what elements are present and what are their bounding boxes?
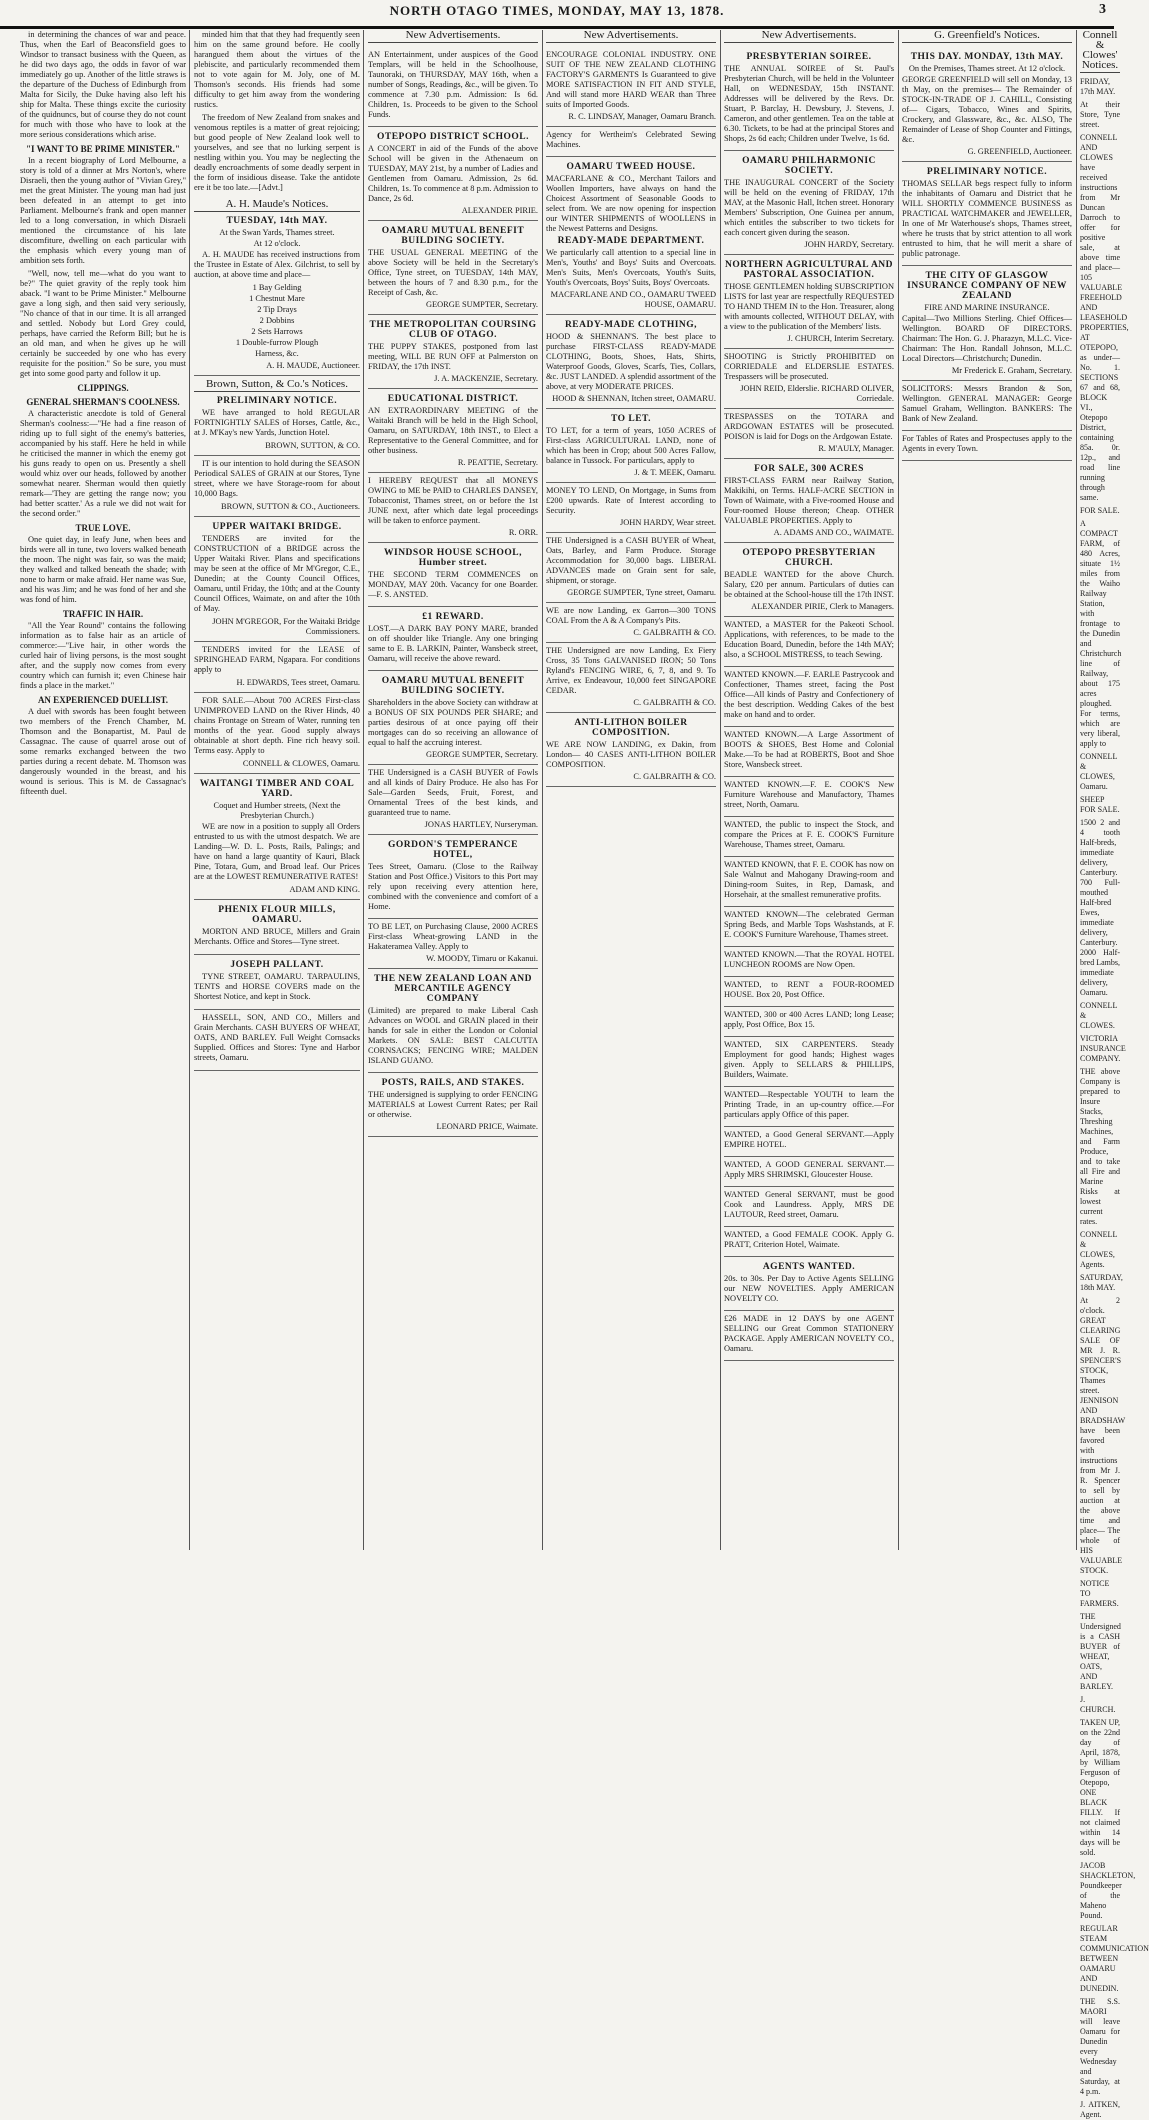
article-paragraph: The freedom of New Zealand from snakes and venomous reptiles is a matter of great rejoicing; but good people of New Zealand look well to yourselves, and see that no lurking serpent is nestling within you. You may be neglecting the deadly encroachments of some deadly serpent in the form of insidious disease. Take the antidote ere it be too late.—[Advt.]: [194, 113, 360, 192]
ad-text: (Limited) are prepared to make Liberal Cash Advances on WOOL and GRAIN placed in their hands for sale in either the London or Colonial Markets. ON SALE: BEST CALCUTTA CORNSACKS; FENCING WIRE; MALDEN ISLAND GUANO.: [368, 1006, 538, 1065]
ad-heading: REGULAR STEAM COMMUNICATION BETWEEN OAMARU AND DUNEDIN.: [1080, 1924, 1149, 1993]
ad-text: WE are now in a position to supply all Orders entrusted to us with the utmost despatch. We are Landing—W. D. L. Posts, Rails, Palings; and have on hand a large quantity of Kauri, Black Pine, Totara, Gum, and Broad leaf. Our Prices are at the LOWEST REMUNERATIVE RATES!: [194, 822, 360, 881]
advertisement: [546, 483, 716, 533]
advertisement: [546, 409, 716, 483]
article-paragraph: A duel with swords has been fought between two members of the French Chamber, M. Thomson and the Bonapartist, M. Paul de Cassagnac. The cause of quarrel arose out of some remarks exchanged between the two parties during a recent debate. M. Thomson was dangerously wounded in the breast, and his wound is serious. This is M. de Cassagnac's fifteenth duel.: [20, 707, 186, 796]
advertisement: [724, 1087, 894, 1127]
ad-text: THOMAS SELLAR begs respect fully to inform the inhabitants of Oamaru and District that he WILL SHORTLY COMMENCE BUSINESS as PRACTICAL WATCHMAKER and JEWELLER, In one of Mr Waterhouse's shops, Thames street, where he trusts that by strict attention to all work entrusted to him, that he will merit a share of public patronage.: [902, 179, 1072, 258]
ad-section-heading: A. H. Maude's Notices.: [194, 199, 360, 212]
ad-heading: THE CITY OF GLASGOW INSURANCE COMPANY OF NEW ZEALAND: [907, 271, 1067, 301]
ad-text: WANTED, a MASTER for the Pakeoti School. Applications, with references, to be made to the Education Board, Dunedin, before the 14th MAY; also, a SCHOOL MISTRESS, to teach Sewing.: [724, 620, 894, 659]
ad-signature: Mr Frederick E. Graham, Secretary.: [951, 366, 1072, 375]
article-heading: TRAFFIC IN HAIR.: [62, 609, 144, 619]
advertisement: [194, 955, 360, 1010]
advertisement: [368, 765, 538, 835]
ad-signature: JONAS HARTLEY, Nurseryman.: [424, 820, 538, 829]
ad-signature: R. PEATTIE, Secretary.: [457, 458, 538, 467]
ad-signature: J. CHURCH.: [1080, 1695, 1116, 1714]
advertisement: [724, 857, 894, 907]
ad-date: TUESDAY, 14th MAY.: [226, 216, 328, 226]
ad-heading: EDUCATIONAL DISTRICT.: [387, 394, 519, 404]
ad-text: HASSELL, SON, AND CO., Millers and Grain Merchants. CASH BUYERS OF WHEAT, OATS, AND BARLEY. Full Weight Cornsacks Supplied. Offices and Stores: Tyne and Harbor streets, Oamaru.: [194, 1013, 360, 1062]
advertisement: [902, 162, 1072, 266]
column-heading: Connell & Clowes' Notices.: [1081, 29, 1119, 71]
advertisement: [724, 349, 894, 409]
ad-text: THE Undersigned is a CASH BUYER of WHEAT, OATS, AND BARLEY.: [1080, 1612, 1121, 1691]
column-2: [194, 30, 360, 1550]
advertisement: [368, 671, 538, 765]
ad-heading: WAITANGI TIMBER AND COAL YARD.: [199, 779, 355, 799]
advertisement: [194, 693, 360, 774]
ad-signature: GEORGE SUMPTER, Tyne street, Oamaru.: [567, 588, 716, 597]
advertisement: [194, 774, 360, 900]
ad-signature: J. A. MACKENZIE, Secretary.: [434, 374, 538, 383]
advertisement: [194, 456, 360, 517]
column-rule: [898, 30, 899, 1550]
ad-item: 2 Sets Harrows: [251, 327, 303, 336]
advertisement: [368, 47, 538, 127]
ad-text: WANTED KNOWN—The celebrated German Spring Beds, and Marble Tops Washstands, at F. E. COOK'S Furniture Warehouse, Thames street.: [724, 910, 894, 939]
advertisement: [724, 1187, 894, 1227]
ad-heading: OAMARU MUTUAL BENEFIT BUILDING SOCIETY.: [381, 226, 525, 246]
ad-signature: R. ORR.: [508, 528, 538, 537]
ad-heading: PHENIX FLOUR MILLS, OAMARU.: [218, 905, 336, 925]
ad-text: WANTED, 300 or 400 Acres LAND; long Lease; apply, Post Office, Box 15.: [724, 1010, 894, 1029]
column-heading: New Advertisements.: [724, 30, 894, 43]
ad-text: TENDERS are invited for the CONSTRUCTION of a BRIDGE across the Upper Waitaki River. Plans and specifications may be seen at the office of Mr M'Gregor, C.E., Dunedin; at the County Council Offices, Oamaru, until Friday, the 10th; and at the County Council Offices, Waimate, on and after the 10th of May.: [194, 534, 360, 613]
ad-text: GEORGE GREENFIELD will sell on Monday, 13 th May, on the premises— The Remainder of STOCK-IN-TRADE OF J. CAHILL, Consisting of— Cigars, Tobacco, Wines and Spirits, Crockery, and Glassware, &c., &c. ALSO, The Remainder of Lease of Shop Counter and Fittings, &c.: [902, 75, 1072, 144]
ad-signature: CONNELL & CLOWES, Oamaru.: [1080, 752, 1118, 791]
ad-text: TAKEN UP, on the 22nd day of April, 1878, by William Ferguson of Otepopo, ONE BLACK FILLY. If not claimed within 14 days will be sold.: [1080, 1718, 1120, 1857]
ad-signature: HOOD & SHENNAN, Itchen street, OAMARU.: [552, 394, 716, 403]
ad-heading: OTEPOPO PRESBYTERIAN CHURCH.: [742, 548, 876, 568]
advertisement: [724, 817, 894, 857]
ad-signature: GEORGE SUMPTER, Secretary.: [425, 750, 538, 759]
advertisement: [724, 947, 894, 977]
ad-text: ENCOURAGE COLONIAL INDUSTRY. ONE SUIT OF THE NEW ZEALAND CLOTHING FACTORY'S GARMENTS Is Guaranteed to give MORE SATISFACTION IN FIT AND STYLE, And will stand more HARD WEAR than Three suits of Imported Goods.: [546, 50, 716, 109]
ad-text: AN EXTRAORDINARY MEETING of the Waitaki Branch will be held in the High School, Oamaru, on SATURDAY, 18th INST., to Elect a Representative to the General Committee, and for other business.: [368, 406, 538, 455]
ad-text: TYNE STREET, OAMARU. TARPAULINS, TENTS and HORSE COVERS made on the Shortest Notice, and kept in Stock.: [194, 972, 360, 1001]
ad-text: WANTED, a Good General SERVANT.—Apply EMPIRE HOTEL.: [724, 1130, 894, 1149]
ad-text: 20s. to 30s. Per Day to Active Agents SELLING our NEW NOVELTIES. Apply AMERICAN NOVELTY CO.: [724, 1274, 894, 1303]
advertisement: [724, 1311, 894, 1361]
ad-text: Shareholders in the above Society can withdraw at a BONUS OF SIX POUNDS PER SHARE; and parties desirous of at once paying off their mortgages can do so receiving an allowance of equal to half the accruing interest.: [368, 698, 538, 747]
ad-text: WANTED, to RENT a FOUR-ROOMED HOUSE. Box 20, Post Office.: [724, 980, 894, 999]
ad-text: WANTED, A GOOD GENERAL SERVANT.—Apply MRS SHRIMSKI, Gloucester House.: [724, 1160, 894, 1179]
ad-heading: READY-MADE CLOTHING,: [564, 320, 698, 330]
ad-signature: JOHN HARDY, Secretary.: [804, 240, 894, 249]
advertisement: [368, 969, 538, 1073]
ad-heading: ANTI-LITHON BOILER COMPOSITION.: [574, 718, 688, 738]
ad-subheading: FIRE AND MARINE INSURANCE.: [924, 303, 1050, 312]
ad-signature: CONNELL & CLOWES, Agents.: [1080, 1230, 1118, 1269]
ad-text: WANTED General SERVANT, must be good Cook and Laundress. Apply, MRS DE LAUTOUR, Reed street, Oamaru.: [724, 1190, 894, 1219]
article-paragraph: One quiet day, in leafy June, when bees and birds were all in tune, two lovers walked beneath the moon. The night was fair, so was the maid; they walked and talked beneath the shade; with none to harm or make afraid. Her name was Sue, and his was Jim; and he was fond of her and she was fond of him.: [20, 535, 186, 604]
ad-text: WANTED KNOWN.—F. E. COOK'S New Furniture Warehouse and Manufactory, Thames street, North, Oamaru.: [724, 780, 894, 809]
ad-text: I HEREBY REQUEST that all MONEYS OWING to ME be PAID to CHARLES DANSEY, Tobacconist, Thames street, on or before the 1st JUNE next, after which date legal proceedings will be taken to enforce payment.: [368, 476, 538, 525]
ad-text: £26 MADE in 12 DAYS by one AGENT SELLING our Great Common STATIONERY PACKAGE. Apply AMERICAN NOVELTY CO., Oamaru.: [724, 1314, 894, 1353]
advertisement: [368, 607, 538, 671]
ad-heading: THE NEW ZEALAND LOAN AND MERCANTILE AGENCY COMPANY: [373, 974, 533, 1004]
article-paragraph: minded him that that they had frequently seen him on the same ground before. He coolly harangued them about the virtues of the plebiscite, and particularly recommended them not to vote again for M. Joly, one of M. Thomson's seconds. His friends had some difficulty to get him away from the wondering rustics.: [194, 30, 360, 109]
ad-text: A CONCERT in aid of the Funds of the above School will be given in the Athenaeum on TUESDAY, MAY 21st, by a number of Ladies and Gentlemen from Oamaru. Admission, 2s 6d. Children, 1s. To commence at 8 p.m. Admission to Dance, 2s 6d.: [368, 144, 539, 203]
ad-text: SHOOTING is Strictly PROHIBITED on CORRIEDALE and ELDERSLIE ESTATES. Trespassers will be prosecuted.: [724, 352, 894, 381]
ad-date: SATURDAY, 18th MAY.: [1080, 1273, 1123, 1292]
ad-text: CONNELL AND CLOWES have received instructions from Mr Duncan Darroch to offer for positive sale, at above time and place— 105 VALUABLE FREEHOLD AND LEASEHOLD PROPERTIES, AT OTEPOPO, as under— No. 1. SECTIONS 67 and 68, BLOCK VI., Otepopo District, containing 85a. 0r. 12p., and road line running through same.: [1080, 133, 1129, 502]
advertisement: [194, 1010, 360, 1071]
ad-signature: BROWN, SUTTON, & CO.: [265, 441, 360, 450]
ad-signature: R. C. LINDSAY, Manager, Oamaru Branch.: [568, 112, 716, 121]
column-heading: G. Greenfield's Notices.: [902, 30, 1072, 43]
page-number: 3: [1099, 2, 1106, 17]
ad-signature: ALEXANDER PIRIE.: [461, 206, 538, 215]
advertisement: [546, 603, 716, 643]
ad-text: For Tables of Rates and Prospectuses apply to the Agents in every Town.: [902, 434, 1072, 453]
advertisement: [724, 1227, 894, 1257]
ad-heading: TO LET.: [610, 414, 652, 424]
ad-item: 1 Chestnut Mare: [249, 294, 305, 303]
masthead-title: NORTH OTAGO TIMES, MONDAY, MAY 13, 1878.: [389, 3, 725, 18]
ad-heading: OAMARU TWEED HOUSE.: [566, 162, 696, 172]
masthead: [0, 0, 1114, 29]
column-rule: [542, 30, 543, 1550]
ad-text: TRESPASSES on the TOTARA and ARDGOWAN ESTATES will be prosecuted. POISON is laid for Dogs on the Ardgowan Estate.: [724, 412, 894, 441]
ad-heading: WINDSOR HOUSE SCHOOL, Humber street.: [384, 548, 522, 568]
ad-heading: OAMARU MUTUAL BENEFIT BUILDING SOCIETY.: [381, 676, 525, 696]
advertisement: [724, 617, 894, 667]
ad-text: THE PUPPY STAKES, postponed from last meeting, WILL BE RUN OFF at Palmerston on FRIDAY, the 17th INST.: [368, 342, 538, 371]
ad-place: On the Premises, Thames street. At 12 o'clock.: [908, 64, 1066, 73]
ad-signature: C. GALBRAITH & CO.: [633, 772, 716, 781]
column-1: [20, 30, 186, 1550]
ad-subheading: READY-MADE DEPARTMENT.: [557, 236, 705, 246]
ad-section-heading: Brown, Sutton, & Co.'s Notices.: [194, 379, 360, 392]
ad-heading: UPPER WAITAKI BRIDGE.: [212, 522, 342, 532]
column-rule: [363, 30, 364, 1550]
ad-heading: FOR SALE.: [1080, 506, 1120, 515]
ad-signature: JOHN HARDY, Wear street.: [619, 518, 716, 527]
ad-heading: NOTICE TO FARMERS.: [1080, 1579, 1119, 1608]
ad-heading: GORDON'S TEMPERANCE HOTEL,: [388, 840, 518, 860]
ad-signature: GEORGE SUMPTER, Secretary.: [425, 300, 538, 309]
advertisement: [724, 1037, 894, 1087]
ad-text: BEADLE WANTED for the above Church. Salary, £20 per annum. Particulars of duties can be obtained at the School-house till the 17th INST.: [724, 570, 894, 599]
ad-heading: PRELIMINARY NOTICE.: [216, 396, 338, 406]
ad-text: THE S.S. MAORI will leave Oamaru for Dunedin every Wednesday and Saturday, at 4 p.m.: [1080, 1997, 1120, 2096]
ad-signature: ALEXANDER PIRIE, Clerk to Managers.: [751, 602, 894, 611]
advertisement: [194, 642, 360, 693]
ad-subheading: Coquet and Humber streets, (Next the Presbyterian Church.): [213, 801, 341, 820]
ad-signature: BROWN, SUTTON & CO., Auctioneers.: [221, 502, 360, 511]
ad-heading: JOSEPH PALLANT.: [230, 960, 324, 970]
ad-heading: FOR SALE, 300 ACRES: [754, 464, 864, 474]
article-heading: "I WANT TO BE PRIME MINISTER.": [26, 144, 180, 154]
advertisement: [724, 667, 894, 727]
advertisement: [902, 431, 1072, 461]
ad-text: THE Undersigned is a CASH BUYER of Fowls and all kinds of Dairy Produce. He also has For Sale—Garden Seeds, Fruit, Forest, and Ornamental Trees of the best kinds, and guaranteed true to name.: [368, 768, 538, 817]
ad-heading: £1 REWARD.: [422, 612, 484, 622]
ad-heading: POSTS, RAILS, AND STAKES.: [381, 1078, 525, 1088]
advertisement: [724, 977, 894, 1007]
ad-text: WE are now Landing, ex Garron—300 TONS COAL From the A & A Company's Pits.: [546, 606, 716, 625]
column-6: [902, 30, 1072, 1550]
ad-heading: AGENTS WANTED.: [762, 1262, 856, 1272]
article-paragraph: "All the Year Round" contains the following information as to false hair as an article of commerce:—"Live hair, in other words the curled hair of living persons, is the most sought after, and the supply now comes from every country which can furnish it; even Chinese hair finds a place in the market.": [20, 621, 186, 690]
ad-text: THE Undersigned are now Landing, Ex Fiery Cross, 35 Tons GALVANISED IRON; 50 Tons Ryland's FENCING WIRE, 6, 7, 8, and 9. To Arrive, ex Endeavour, 10,000 feet SINGAPORE CEDAR.: [546, 646, 716, 695]
ad-signature: JOHN M'GREGOR, For the Waitaki Bridge Commissioners.: [212, 617, 360, 636]
column-rule: [1076, 30, 1077, 1550]
ad-text: THE USUAL GENERAL MEETING of the above Society will be held in the Secretary's Office, Tyne street, on TUESDAY, 14th MAY, between the hours of 7 and 8.30 p.m., for the Receipt of Cash, &c.: [368, 248, 538, 297]
advertisement: [546, 533, 716, 603]
ad-signature: ADAM AND KING.: [289, 885, 360, 894]
advertisement: [546, 315, 716, 409]
ad-heading: SHEEP FOR SALE.: [1080, 795, 1120, 814]
ad-text: We particularly call attention to a special line in Men's, Youths' and Boys' Suits and Overcoats. Men's Suits, Men's Overcoats, Youth's Suits, Youth's Overcoats, Boys' Suits, Boys' Overcoats.: [546, 248, 716, 287]
article-paragraph: In a recent biography of Lord Melbourne, a story is told of a dinner at Mrs Norton's, where Disraeli, then the young author of "Vivian Grey," met the great Minister. The young man had just been defeated in an attempt to get into Parliament. Melbourne's frank and open manner led to a long conversation, in which Disraeli mentioned the circumstance of his late discomfiture, dwelling on each particular with the emphasis which every young man of ambition sets forth.: [20, 156, 186, 265]
ad-text: 1500 2 and 4 tooth Half-breds, immediate delivery, Canterbury. 700 Full-mouthed Half-bred Ewes, immediate delivery, Canterbury. 2000 Half-bred Lambs, immediate delivery, Oamaru.: [1080, 818, 1120, 997]
advertisement: [546, 127, 716, 157]
advertisement: [546, 157, 716, 315]
advertisement: [368, 221, 538, 315]
ad-item: 1 Double-furrow Plough: [235, 338, 319, 347]
ad-text: WANTED, a Good FEMALE COOK. Apply G. PRATT, Criterion Hotel, Waimate.: [724, 1230, 894, 1249]
advertisement: [368, 315, 538, 389]
ad-signature: JACOB SHACKLETON, Poundkeeper of the Maheno Pound.: [1080, 1861, 1136, 1920]
ad-place: At the Swan Yards, Thames street.: [219, 228, 335, 237]
ad-text: IT is our intention to hold during the SEASON Periodical SALES of GRAIN at our Stores, Tyne street, where we have Storage-room for about 10,000 Bags.: [194, 459, 360, 498]
ad-text: THE Undersigned is a CASH BUYER of Wheat, Oats, Barley, and Farm Produce. Storage Accommodation for 30,000 bags. LIBERAL ADVANCES made on Grain sent for sale, shipment, or storage.: [546, 536, 716, 585]
ad-text: WANTED KNOWN, that F. E. COOK has now on Sale Walnut and Mahogany Drawing-room and Dining-room Suites, in Rep, Damask, and Horsehair, at the smallest remunerative profits.: [724, 860, 894, 899]
ad-signature: C. GALBRAITH & CO.: [633, 698, 716, 707]
ad-signature: A. ADAMS AND CO., WAIMATE.: [773, 528, 894, 537]
ad-heading: PRESBYTERIAN SOIREE.: [746, 52, 872, 62]
advertisement: [724, 459, 894, 543]
column-3: [368, 30, 538, 1550]
ad-date: FRIDAY, 17th MAY.: [1080, 77, 1116, 96]
column-heading: New Advertisements.: [546, 30, 716, 43]
ad-signature: H. EDWARDS, Tees street, Oamaru.: [236, 678, 360, 687]
ad-text: WANTED KNOWN.—A Large Assortment of BOOTS & SHOES, Best Home and Colonial Make.—To be had at ROBERTS, Boot and Shoe Store, Wansbeck street.: [724, 730, 894, 769]
advertisement: [724, 543, 894, 617]
column-rule: [720, 30, 721, 1550]
ad-signature: CONNELL & CLOWES, Oamaru.: [242, 759, 360, 768]
advertisement: [368, 473, 538, 543]
ad-text: TO BE LET, on Purchasing Clause, 2000 ACRES First-class Wheat-growing LAND in the Hakateramea Valley. Apply to: [368, 922, 538, 951]
ad-text: AN Entertainment, under auspices of the Good Templars, will be held in the Schoolhouse, Taunoraki, on THURSDAY, MAY 16th, when a number of Songs, Readings, &c., will be given. To commence at 7.30 p.m. Admission: Is 6d. Children, 1s. Proceeds to be given to the School Funds.: [368, 50, 538, 119]
ad-text: MONEY TO LEND, On Mortgage, in Sums from £200 upwards. Rate of Interest according to Security.: [546, 486, 716, 515]
article-heading: GENERAL SHERMAN'S COOLNESS.: [26, 397, 180, 407]
ad-place: At their Store, Tyne street.: [1080, 100, 1120, 129]
article-heading: TRUE LOVE.: [75, 523, 131, 533]
ad-text: WANTED KNOWN.—That the ROYAL HOTEL LUNCHEON ROOMS are Now Open.: [724, 950, 894, 969]
advertisement: [902, 381, 1072, 431]
ad-signature: MACFARLANE AND CO., OAMARU TWEED HOUSE, OAMARU.: [550, 290, 716, 309]
ad-signature: J. AITKEN, Agent.: [1080, 2100, 1120, 2119]
ad-text: MORTON AND BRUCE, Millers and Grain Merchants. Office and Stores—Tyne street.: [194, 927, 360, 946]
ad-heading: PRELIMINARY NOTICE.: [926, 167, 1048, 177]
column-4: [546, 30, 716, 1550]
article-intro: in determining the chances of war and peace. Thus, when the Earl of Beaconsfield goes to Windsor to transact business with the Queen, as he did two days ago, the odds in favor of war immediately go up. Another of the little straws is the departure of the Duchess of Edinburgh from Malta for Sicily, the Duke having also left his ship for Malta. These things excite the curiosity of the quidnuncs, but of course they do not count for much with those who have to look at the more serious considerations which arise.: [20, 30, 186, 139]
ad-text: HOOD & SHENNAN'S. The best place to purchase FIRST-CLASS READY-MADE CLOTHING, Boots, Shoes, Hats, Shirts, Waterproof Goods, Gloves, Scarfs, Ties, Collars, &c. JUST LANDED. A splendid assortment of the above, at very MODERATE PRICES.: [546, 332, 716, 391]
advertisement: [368, 127, 538, 221]
advertisement: [724, 1157, 894, 1187]
ad-text: FOR SALE.—About 700 ACRES First-class UNIMPROVED LAND on the River Hinds, 40 chains Frontage on Stream of Water, running ten months of the year. Good supply always obtainable at short depth. Fine rich heavy soil. Terms easy. Apply to: [194, 696, 360, 755]
ad-signature: CONNELL & CLOWES.: [1080, 1001, 1118, 1030]
advertisement: [724, 1257, 894, 1311]
ad-text: A COMPACT FARM, of 480 Acres, situate 1½ miles from the Waiho Railway Station, with frontage to the Dunedin and Christchurch line of Railway, about 175 acres ploughed. For terms, which are very liberal, apply to: [1080, 519, 1122, 748]
newspaper-columns: [20, 29, 1149, 2119]
ad-text: THE above Company is prepared to Insure Stacks, Threshing Machines, and Farm Produce, and to take all Fire and Marine Risks at lowest current rates.: [1080, 1067, 1120, 1226]
ad-text: FIRST-CLASS FARM near Railway Station, Makikihi, on Terms. HALF-ACRE SECTION in Town of Waimate, with a Five-roomed House and Four-roomed House thereon; Cheap. OTHER VALUABLE PROPERTIES. Apply to: [724, 476, 894, 525]
ad-signature: C. GALBRAITH & CO.: [633, 628, 716, 637]
advertisement: [724, 907, 894, 947]
advertisement: [368, 543, 538, 607]
advertisement: [194, 196, 360, 376]
ad-signature: J. CHURCH, Interim Secretary.: [787, 334, 894, 343]
ad-signature: R. M'AULY, Manager.: [818, 444, 894, 453]
advertisement: [724, 777, 894, 817]
ad-signature: J. & T. MEEK, Oamaru.: [634, 468, 716, 477]
ad-text: WANTED, the public to inspect the Stock, and compare the Prices at F. E. COOK'S Furniture Warehouse, Thames street, Oamaru.: [724, 820, 894, 849]
ad-text: THE undersigned is supplying to order FENCING MATERIALS at Lowest Current Rates; per Rail or otherwise.: [368, 1090, 538, 1119]
ad-text: A. H. MAUDE has received instructions from the Trustee in Estate of Alex. Gilchrist, to sell by auction, at above time and place—: [194, 250, 360, 279]
advertisement: [724, 47, 894, 151]
ad-signature: A. H. MAUDE, Auctioneer.: [266, 361, 360, 370]
ad-text: WANTED, SIX CARPENTERS. Steady Employment for good hands; Highest wages given. Apply to SELLARS & PHILLIPS, Builders, Waimate.: [724, 1040, 894, 1079]
advertisement: [546, 47, 716, 127]
ad-text: THOSE GENTLEMEN holding SUBSCRIPTION LISTS for last year are respectfully REQUESTED TO HAND THEM IN to the Hon. Treasurer, along with amounts collected, WITHOUT DELAY, with a view to the publication of the Members' lists.: [724, 282, 894, 331]
ad-time: At 12 o'clock.: [253, 239, 301, 248]
ad-text: WE ARE NOW LANDING, ex Dakin, from London— 40 CASES ANTI-LITHON BOILER COMPOSITION.: [546, 740, 716, 769]
ad-text: THE SECOND TERM COMMENCES on MONDAY, MAY 20th. Vacancy for one Boarder.—F. S. ANSTED.: [368, 570, 538, 599]
ad-text: MACFARLANE & CO., Merchant Tailors and Woollen Importers, have always on hand the Choicest Assortment of Seasonable Goods to select from. We are now opening for inspection our WINTER SHIPMENTS of WOOLLENS in the Newest Patterns and Designs.: [546, 174, 716, 233]
advertisement: [194, 900, 360, 955]
advertisement: [724, 1007, 894, 1037]
column-7: [1080, 29, 1149, 2119]
ad-text: TO LET, for a term of years, 1050 ACRES of First-class AGRICULTURAL LAND, none of which has been in Crop; about 500 Acres Fallow, balance in Tussock. For particulars, apply to: [546, 426, 716, 465]
column-heading: New Advertisements.: [368, 30, 538, 43]
ad-text: At 2 o'clock. GREAT CLEARING SALE OF MR J. R. SPENCER'S STOCK, Thames street. JENNISON AND BRADSHAW have been favored with instructions from Mr J. R. Spencer to sell by auction at the above time and place— The whole of HIS VALUABLE STOCK.: [1080, 1296, 1126, 1575]
advertisement: [368, 389, 538, 473]
ad-text: WANTED—Respectable YOUTH to learn the Printing Trade, in an up-country office.—For particulars apply Office of this paper.: [724, 1090, 894, 1119]
article-paragraph: A characteristic anecdote is told of General Sherman's coolness:—"He had a fine reason of riding up to full sight of the enemy's batteries, accompanied by his staff. Here he held in while he criticised the manner in which the enemy got his guns ready to open on us. Presently a shell would whiz over our heads, followed by another somewhat nearer. Sherman would then quietly remark—'They are getting the range now; you had better scatter.' As a rule we did not wait for the second order.": [20, 409, 186, 518]
ad-text: THE INAUGURAL CONCERT of the Society will be held on the evening of FRIDAY, 17th MAY, at the Masonic Hall, Itchen street. Honorary Members' Subscription, One Guinea per annum, which entitles the subscriber to two tickets for each concert given during the season.: [724, 178, 894, 237]
advertisement: [902, 266, 1072, 381]
ad-signature: LEONARD PRICE, Waimate.: [436, 1122, 538, 1131]
advertisement: [546, 713, 716, 787]
ad-item: 1 Bay Gelding: [252, 283, 302, 292]
advertisement: [194, 517, 360, 642]
ad-item: 2 Dobbins: [259, 316, 295, 325]
ad-heading: OTEPOPO DISTRICT SCHOOL.: [377, 132, 529, 142]
ad-heading: NORTHERN AGRICULTURAL AND PASTORAL ASSOCIATION.: [724, 260, 894, 280]
ad-heading: OAMARU PHILHARMONIC SOCIETY.: [742, 156, 876, 176]
advertisement: [194, 376, 360, 456]
advertisement: [902, 47, 1072, 162]
ad-text: TENDERS invited for the LEASE of SPRINGHEAD FARM, Ngapara. For conditions apply to: [194, 645, 360, 674]
ad-date: THIS DAY. MONDAY, 13th MAY.: [910, 52, 1064, 62]
ad-text: SOLICITORS: Messrs Brandon & Son, Wellington. GENERAL MANAGER: George Samuel Graham, Wellington. BANKERS: The Bank of New Zealand.: [902, 384, 1072, 423]
article-paragraph: "Well, now, tell me—what do you want to be?" The quiet gravity of the reply took him aback. "I want to be Prime Minister." Melbourne gave a long sigh, and then said very seriously, "No chance of that in our time. It is all arranged and settled. Nobody but Lord Grey could, perhaps, have carried the Reform Bill; but he is an old man, and when he gives up he will certainly be succeeded by one who has every requisite for the position." So be sure, you must get into some good party and follow it up.: [20, 269, 186, 378]
ad-text: WANTED KNOWN.—F. EARLE Pastrycook and Confectioner, Thames street, facing the Post Office—All kinds of Pastry and Confectionery of the best description. Wedding Cakes of the best make on hand and to order.: [724, 670, 894, 719]
ad-text: Capital—Two Millions Sterling. Chief Offices—Wellington. BOARD OF DIRECTORS. Chairman: The Hon. G. J. Pharazyn, M.L.C. Vice-Chairman: The Hon. Randall Johnson, M.L.C. Local Directors—Christchurch; Dunedin.: [902, 314, 1072, 363]
ad-text: LOST.—A DARK BAY PONY MARE, branded on off shoulder like Triangle. Any one bringing same to E. B. LARKIN, Painter, Wansbeck street, Oamaru, will receive the above reward.: [368, 624, 538, 663]
ad-heading: THE METROPOLITAN COURSING CLUB OF OTAGO.: [369, 320, 537, 340]
ad-text: Agency for Wertheim's Celebrated Sewing Machines.: [546, 130, 716, 149]
ad-signature: JOHN REID, Elderslie. RICHARD OLIVER, Corriedale.: [740, 384, 894, 403]
ad-item: 2 Tip Drays: [257, 305, 297, 314]
advertisement: [724, 409, 894, 459]
advertisement: [546, 643, 716, 713]
advertisement: [724, 151, 894, 255]
column-rule: [189, 30, 190, 1550]
advertisement: [368, 835, 538, 919]
ad-signature: G. GREENFIELD, Auctioneer.: [967, 147, 1072, 156]
ad-heading: VICTORIA INSURANCE COMPANY.: [1080, 1034, 1126, 1063]
advertisement: [724, 255, 894, 349]
section-heading: CLIPPINGS.: [77, 383, 129, 393]
ad-text: Tees Street, Oamaru. (Close to the Railway Station and Post Office.) Visitors to this Port may rely upon receiving every attention here, combined with the convenience and comfort of a Home.: [368, 862, 538, 911]
ad-text: THE ANNUAL SOIREE of St. Paul's Presbyterian Church, will be held in the Volunteer Hall, on WEDNESDAY, 15th INSTANT. Addresses will be delivered by the Revs. Dr. Stuart, P. Barclay, H. Dewsbury, J. Stevens, J. Cameron, and other gentlemen. Tea on the table at 6.30. Tickets, to be had at the principal Stores and Shops, 2s 6d each; Children under Twelve, 1s 6d.: [724, 64, 894, 143]
article-heading: AN EXPERIENCED DUELLIST.: [37, 695, 169, 705]
advertisement: [724, 1127, 894, 1157]
advertisement: [368, 1073, 538, 1137]
advertisement: [724, 727, 894, 777]
ad-text: WE have arranged to hold REGULAR FORTNIGHTLY SALES of Horses, Cattle, &c., at J. M'Kay's new Yards, Junction Hotel.: [194, 408, 360, 437]
column-5: [724, 30, 894, 1550]
ad-signature: W. MOODY, Timaru or Kakanui.: [426, 954, 538, 963]
advertisement: [368, 919, 538, 969]
ad-item: Harness, &c.: [255, 349, 299, 358]
